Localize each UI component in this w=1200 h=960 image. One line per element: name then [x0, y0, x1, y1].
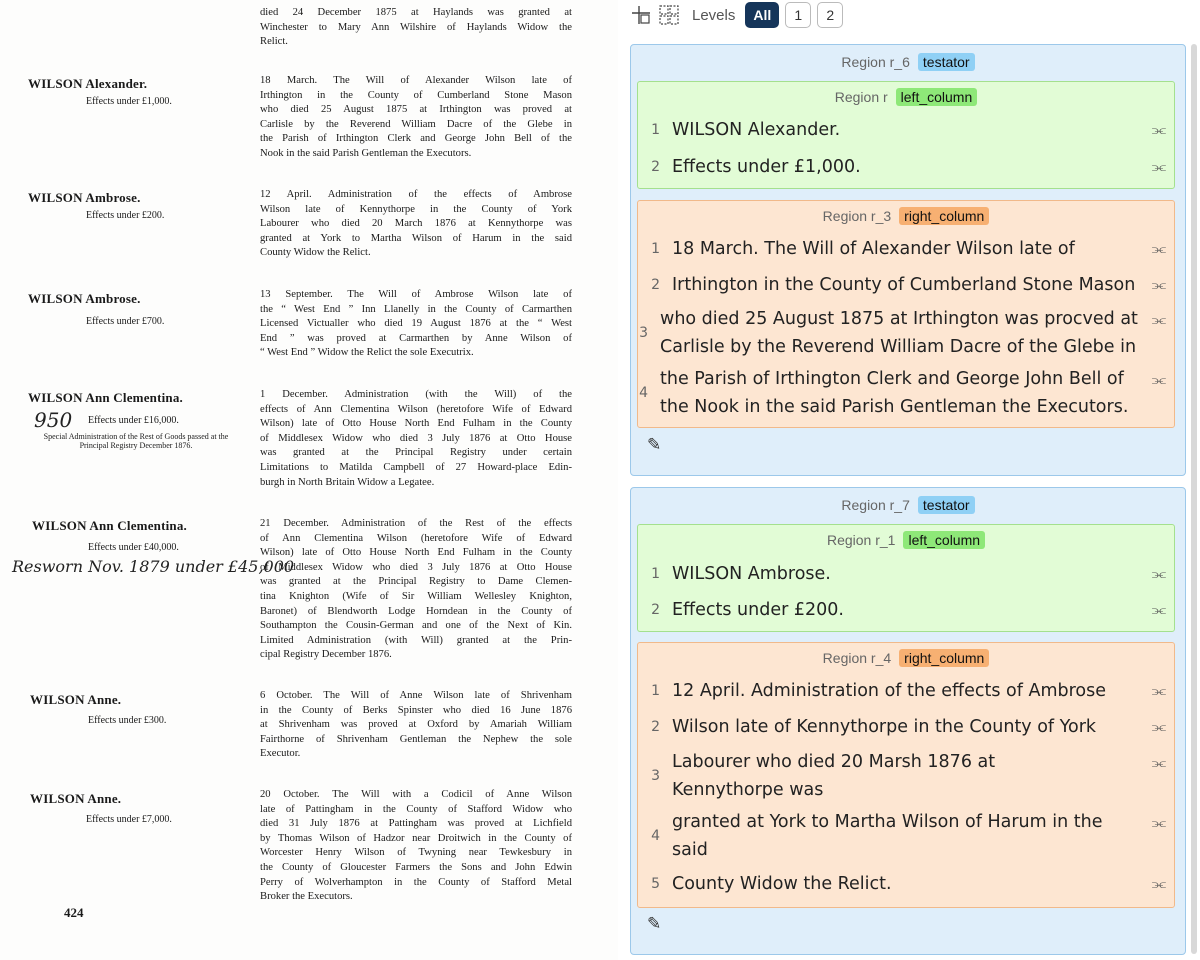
edit-pencil-icon[interactable]: ✎: [647, 914, 662, 934]
line-text[interactable]: Wilson late of Kennythorpe in the County of York: [672, 717, 1097, 737]
entry-body: [260, 188, 572, 261]
line-link-icon[interactable]: ⫘: [1151, 564, 1167, 583]
region-type-tag[interactable]: right_column: [899, 207, 989, 225]
region-card-right-column[interactable]: [637, 200, 1175, 428]
levels-label: Levels: [692, 6, 736, 24]
text-line: “ West End ” Widow the Relict the sole Executrix.: [260, 347, 474, 359]
line-number: 4: [639, 385, 648, 401]
line-link-icon[interactable]: ⫘: [1151, 120, 1167, 139]
region-type-tag[interactable]: left_column: [896, 88, 978, 106]
entry-name: WILSON Alexander.: [28, 76, 148, 91]
entry-name: WILSON Ambrose.: [28, 190, 141, 205]
entry-effects: Effects under £300.: [88, 715, 167, 726]
text-line: Limitations to Matilda Campbell of 27 Howard-place Edin-: [260, 461, 572, 473]
text-line: 13 September. The Will of Ambrose Wilson late of: [260, 289, 572, 300]
text-line: the “ West End ” Inn Llanelly in the County of Carmarthen: [260, 303, 572, 315]
line-text[interactable]: granted at York to Martha Wilson of Harum in the said: [672, 812, 1103, 860]
region-label: Region r_6: [841, 54, 910, 70]
text-line: Wilson late of Kennythorpe in the County of York: [260, 203, 572, 215]
line-number: 3: [639, 325, 648, 341]
line-link-icon[interactable]: ⫘: [1151, 370, 1167, 389]
transcription-line[interactable]: [638, 364, 1174, 422]
text-line: Limited Administration (with Will) granted at the Prin-: [260, 634, 572, 646]
text-line: 18 March. The Will of Alexander Wilson late of: [260, 75, 572, 86]
text-line: End ” was proved at Carmarthen by Anne Wilson of: [260, 332, 572, 344]
text-line: by Thomas Wilson of Hadzor near Droitwich in the County of: [260, 832, 572, 844]
level-2-button[interactable]: 2: [817, 2, 843, 28]
text-line: County Widow the Relict.: [260, 247, 371, 259]
line-text[interactable]: 12 April. Administration of the effects of Ambrose: [672, 681, 1106, 701]
entry-name: WILSON Ann Clementina.: [28, 390, 184, 405]
transcription-line[interactable]: [638, 595, 1174, 625]
text-line: of Ann Clementina Wilson (heretofore Wife of Edward: [260, 532, 572, 544]
line-link-icon[interactable]: ⫘: [1151, 717, 1167, 736]
text-line: Nook in the said Parish Gentleman the Executors.: [260, 147, 472, 159]
transcription-line[interactable]: [638, 115, 1174, 145]
line-number: 4: [651, 828, 660, 844]
entry-effects: Effects under £200.: [86, 210, 165, 221]
entry-body: [260, 388, 572, 490]
text-line: 12 April. Administration of the effects of Ambrose: [260, 189, 572, 200]
levels-toolbar: [630, 0, 843, 30]
page-number: 424: [64, 905, 84, 920]
text-line: Wilson) late of Otto House North End Fulham in the County: [260, 547, 572, 559]
line-text[interactable]: Irthington in the County of Cumberland Stone Mason: [672, 275, 1136, 295]
line-number: 1: [651, 683, 660, 699]
line-text[interactable]: 18 March. The Will of Alexander Wilson late of: [672, 239, 1075, 259]
text-line: Southampton the Cousin-German and one of the Next of Kin.: [260, 620, 572, 632]
line-text[interactable]: Labourer who died 20 Marsh 1876 at Kennythorpe was: [672, 752, 996, 800]
line-link-icon[interactable]: ⫘: [1151, 275, 1167, 294]
transcription-line[interactable]: [638, 712, 1174, 742]
text-line: was granted at the Principal Registry to Dame Clemen-: [260, 576, 572, 588]
text-line: late of Pattingham in the County of Stafford Widow who: [260, 803, 572, 815]
top-continuation-text: [260, 6, 572, 50]
text-line: in the County of Berks Spinster who died 16 June 1876: [260, 704, 572, 716]
line-number: 2: [651, 602, 660, 618]
text-line: Baronet) of Blendworth Lodge Horndean in the County of: [260, 605, 572, 617]
region-card-left-column[interactable]: [637, 81, 1175, 189]
entry-name: WILSON Anne.: [30, 791, 122, 806]
transcription-line[interactable]: [638, 747, 1174, 805]
text-line: tina Knighton (Wife of Sir William Wellesley Knighton,: [260, 590, 572, 602]
region-card-testator[interactable]: [630, 44, 1186, 476]
text-line: 1 December. Administration (with the Will) of the: [260, 389, 572, 400]
text-line: Broker the Executors.: [260, 891, 353, 903]
region-card-right-column[interactable]: [637, 642, 1175, 908]
line-link-icon[interactable]: ⫘: [1151, 157, 1167, 176]
region-label: Region r_1: [826, 532, 896, 548]
text-line: Carlisle by the Reverend William Dacre of the Glebe in: [260, 118, 572, 130]
line-number: 1: [651, 566, 660, 582]
level-all-button[interactable]: All: [745, 2, 779, 28]
level-1-button[interactable]: 1: [785, 2, 811, 28]
entry-body: [260, 788, 572, 905]
region-type-tag[interactable]: testator: [918, 53, 975, 71]
line-link-icon[interactable]: ⫘: [1151, 813, 1167, 832]
text-line: the County of Gloucester Farmers the Sons and John Edwin: [260, 861, 572, 873]
text-line: was granted at the Principal Registry under certain: [260, 447, 572, 459]
transcription-line[interactable]: [638, 807, 1174, 865]
entry-name: WILSON Anne.: [30, 692, 122, 707]
transcription-line[interactable]: [638, 869, 1174, 899]
transcription-line[interactable]: [638, 152, 1174, 182]
entry-body: [260, 288, 572, 361]
text-line: Licensed Victualler who died 19 August 1876 at the “ West: [260, 318, 572, 330]
line-link-icon[interactable]: ⫘: [1151, 874, 1167, 893]
line-link-icon[interactable]: ⫘: [1151, 753, 1167, 772]
region-header: [638, 525, 1174, 555]
region-header: [638, 82, 1174, 112]
line-link-icon[interactable]: ⫘: [1151, 681, 1167, 700]
text-line: cipal Registry December 1876.: [260, 649, 392, 661]
entry-effects: Effects under £40,000.: [88, 542, 179, 553]
entry-body: [260, 517, 572, 663]
region-header: [638, 643, 1174, 673]
text-line: 21 December. Administration of the Rest of the effects: [260, 518, 572, 529]
region-label: Region r_7: [841, 497, 910, 513]
text-line: at Shrivenham was proved at Oxford by Amariah William: [260, 719, 572, 731]
region-header: [631, 45, 1185, 79]
text-line: died 31 July 1876 at Pattingham was proved at Lichfield: [260, 818, 572, 830]
region-type-tag[interactable]: right_column: [899, 649, 989, 667]
text-line: died 24 December 1875 at Haylands was granted at: [260, 7, 572, 18]
edit-pencil-icon[interactable]: ✎: [647, 435, 662, 455]
text-line: Executor.: [260, 748, 301, 760]
text-line: Relict.: [260, 36, 288, 48]
region-label: Region r_4: [822, 650, 892, 666]
entry-note: Special Administration of the Rest of Goods passed at the Principal Registry December 1876.: [43, 432, 229, 450]
transcription-line[interactable]: [638, 270, 1174, 300]
handwritten-annotation: 950: [34, 408, 73, 432]
text-line: 6 October. The Will of Anne Wilson late of Shrivenham: [260, 690, 572, 701]
line-number: 5: [651, 876, 660, 892]
line-text[interactable]: Effects under £1,000.: [672, 157, 861, 177]
transcription-line[interactable]: [638, 304, 1174, 362]
region-header: [638, 201, 1174, 231]
text-line: of Middlesex Widow who died 3 July 1876 at Otto House: [260, 432, 572, 444]
text-line: burgh in North Britain Widow a Legatee.: [260, 476, 435, 488]
region-type-tag[interactable]: left_column: [903, 531, 985, 549]
text-line: Perry of Wolverhampton in the County of Stafford Metal: [260, 876, 572, 888]
region-type-tag[interactable]: testator: [918, 496, 975, 514]
line-number: 3: [651, 768, 660, 784]
line-number: 2: [651, 719, 660, 735]
line-text[interactable]: Effects under £200.: [672, 600, 844, 620]
transcription-line[interactable]: [638, 234, 1174, 264]
line-text[interactable]: the Parish of Irthington Clerk and George John Bell of the Nook in the said Parish Gentleman the Executors.: [660, 369, 1129, 417]
entry-name: WILSON Ann Clementina.: [32, 518, 188, 533]
text-line: Labourer who died 20 March 1876 at Kennythorpe was: [260, 218, 572, 230]
line-number: 2: [651, 277, 660, 293]
entry-effects: Effects under £16,000.: [88, 415, 179, 426]
line-text[interactable]: WILSON Alexander.: [672, 120, 841, 140]
region-card-testator[interactable]: [630, 487, 1186, 955]
line-number: 2: [651, 159, 660, 175]
entry-body: [260, 74, 572, 162]
transcription-line[interactable]: [638, 559, 1174, 589]
line-link-icon[interactable]: ⫘: [1151, 310, 1167, 329]
entry-effects: Effects under £1,000.: [86, 96, 172, 107]
text-line: Winchester to Mary Ann Wilshire of Haylands Widow the: [260, 21, 572, 33]
line-text[interactable]: County Widow the Relict.: [672, 874, 892, 894]
entry-effects: Effects under £700.: [86, 316, 165, 327]
line-number: 1: [651, 122, 660, 138]
transcription-line[interactable]: [638, 676, 1174, 706]
text-line: Fairthorne of Shrivenham Gentleman the Nephew the sole: [260, 733, 572, 745]
text-line: 20 October. The Will with a Codicil of Anne Wilson: [260, 789, 572, 800]
panel-scrollbar[interactable]: [1191, 44, 1197, 954]
text-line: Worcester Henry Wilson of Twyning near Tewkesbury in: [260, 847, 572, 859]
text-line: the Parish of Irthington Clerk and George John Bell of the: [260, 133, 572, 145]
text-line: who died 25 August 1875 at Irthington was proved at: [260, 104, 572, 116]
entry-effects: Effects under £7,000.: [86, 814, 172, 825]
text-line: Wilson) late of Otto House North End Fulham in the County: [260, 418, 572, 430]
text-line: of Middlesex Widow who died 3 July 1876 at Otto House: [260, 561, 572, 573]
text-line: Irthington in the County of Cumberland Stone Mason: [260, 89, 572, 101]
region-card-left-column[interactable]: [637, 524, 1175, 632]
region-label: Region r: [834, 89, 888, 105]
entry-body: [260, 689, 572, 762]
line-number: 1: [651, 241, 660, 257]
line-link-icon[interactable]: ⫘: [1151, 600, 1167, 619]
region-grid-icon[interactable]: [658, 4, 680, 26]
text-line: granted at York to Martha Wilson of Harum in the said: [260, 232, 572, 244]
line-text[interactable]: WILSON Ambrose.: [672, 564, 831, 584]
entry-name: WILSON Ambrose.: [28, 291, 141, 306]
handwritten-annotation: Resworn Nov. 1879 under £45,000: [12, 557, 295, 576]
line-text[interactable]: who died 25 August 1875 at Irthington was procved at Carlisle by the Reverend William Dacre of the Glebe in: [660, 309, 1138, 357]
crosshair-add-icon[interactable]: [630, 4, 652, 26]
region-header: [631, 488, 1185, 522]
text-line: effects of Ann Clementina Wilson (heretofore Wife of Edward: [260, 403, 572, 415]
line-link-icon[interactable]: ⫘: [1151, 239, 1167, 258]
region-label: Region r_3: [822, 208, 892, 224]
